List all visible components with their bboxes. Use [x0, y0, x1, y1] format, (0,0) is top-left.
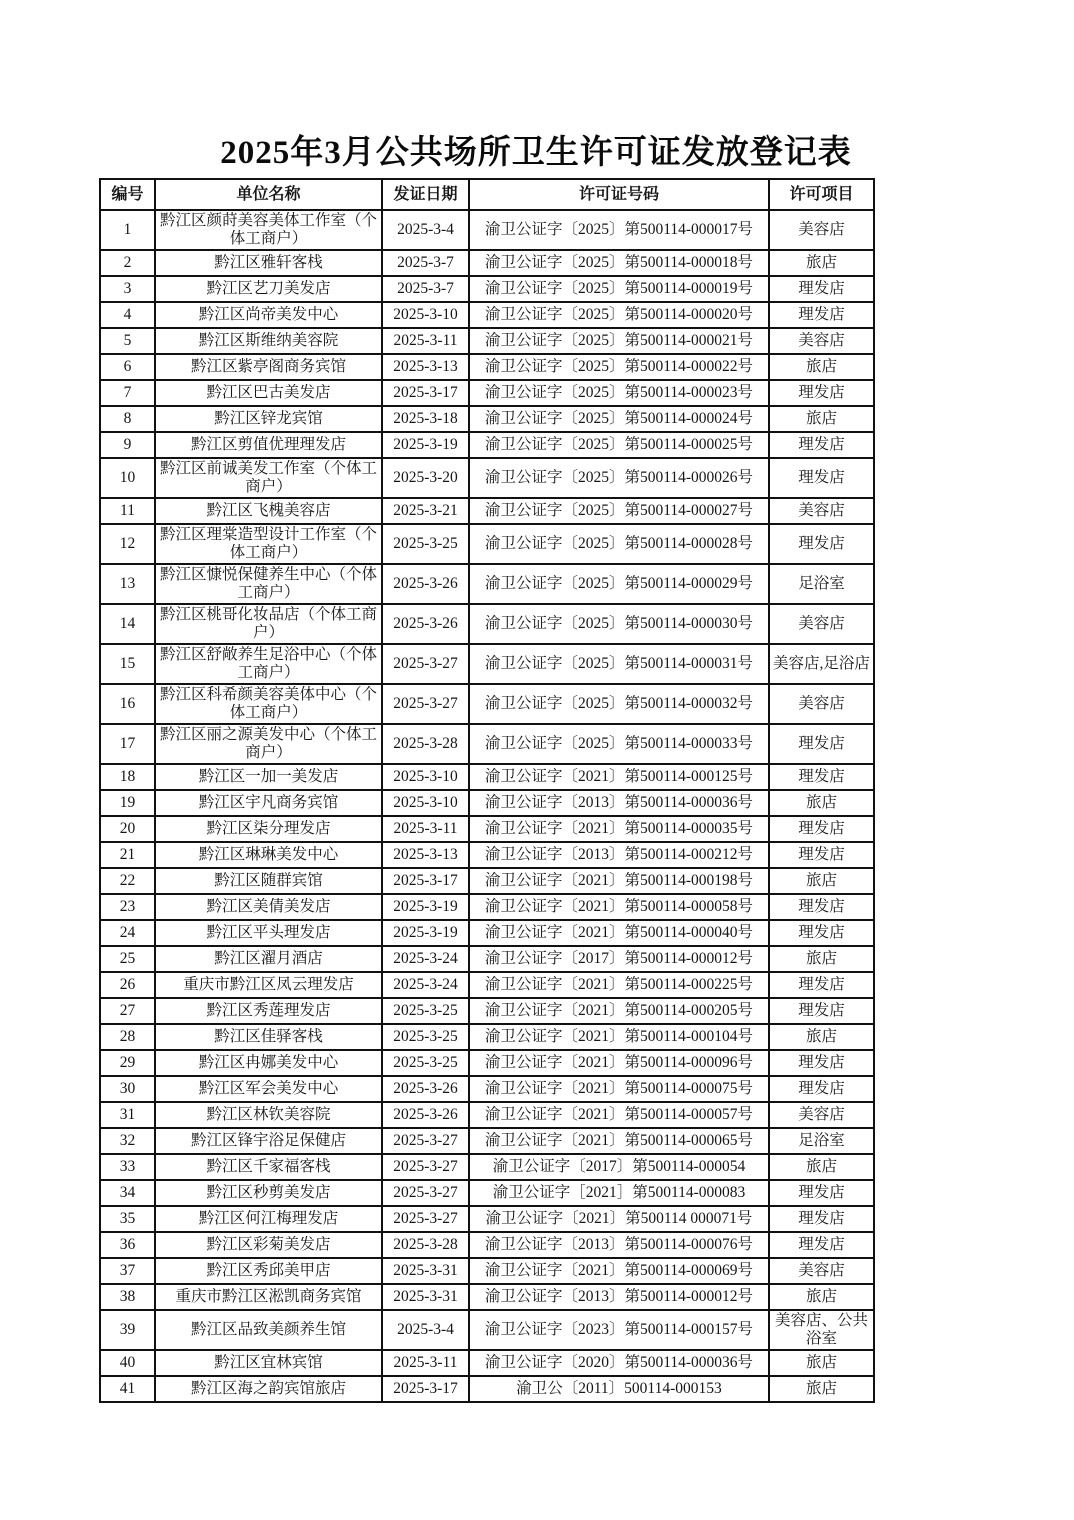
unit-name-cell — [155, 564, 382, 604]
row-number-cell: 36 — [100, 1232, 155, 1258]
permit-number-cell: 渝卫公证字〔2021〕第500114-000205号 — [469, 998, 769, 1024]
unit-name-text: 黔江区佳驿客栈 — [214, 1028, 323, 1045]
table-row — [100, 1232, 874, 1258]
permit-item-cell: 理发店 — [769, 920, 874, 946]
unit-name-text: 黔江区锌龙宾馆 — [214, 410, 323, 427]
unit-name-text: 黔江区科希颜美容美体中心（个体工商户） — [159, 686, 377, 721]
permit-item-cell: 美容店,足浴店 — [769, 644, 874, 684]
table-row — [100, 250, 874, 276]
table-row — [100, 998, 874, 1024]
permit-item-cell: 理发店 — [769, 1232, 874, 1258]
unit-name-text: 黔江区军会美发中心 — [198, 1080, 339, 1097]
permit-number-cell: 渝卫公证字〔2021〕第500114-000096号 — [469, 1050, 769, 1076]
unit-name-text: 黔江区锋宇浴足保健店 — [190, 1132, 346, 1149]
unit-name-cell — [155, 1350, 382, 1376]
permit-number-cell: 渝卫公证字〔2021〕第500114-000040号 — [469, 920, 769, 946]
permit-item-cell: 旅店 — [769, 1284, 874, 1310]
issue-date-cell: 2025-3-10 — [382, 764, 469, 790]
issue-date-cell: 2025-3-21 — [382, 498, 469, 524]
permit-item-cell: 理发店 — [769, 1076, 874, 1102]
table-row — [100, 564, 874, 604]
issue-date-cell: 2025-3-19 — [382, 432, 469, 458]
permit-number-cell: 渝卫公证字〔2025〕第500114-000019号 — [469, 276, 769, 302]
unit-name-text: 黔江区宜林宾馆 — [214, 1354, 323, 1371]
issue-date-cell: 2025-3-28 — [382, 724, 469, 764]
unit-name-cell — [155, 894, 382, 920]
issue-date-cell: 2025-3-4 — [382, 1310, 469, 1350]
permit-item-cell: 理发店 — [769, 302, 874, 328]
table-row — [100, 354, 874, 380]
table-row — [100, 1154, 874, 1180]
permit-item-cell: 美容店 — [769, 684, 874, 724]
header-permit-item: 许可项目 — [769, 179, 874, 210]
row-number-cell: 32 — [100, 1128, 155, 1154]
permit-item-cell: 理发店 — [769, 816, 874, 842]
permit-number-cell: 渝卫公证字〔2025〕第500114-000025号 — [469, 432, 769, 458]
row-number-cell: 22 — [100, 868, 155, 894]
issue-date-cell: 2025-3-13 — [382, 354, 469, 380]
permit-number-cell: 渝卫公证字〔2025〕第500114-000021号 — [469, 328, 769, 354]
permit-item-cell: 旅店 — [769, 1154, 874, 1180]
unit-name-cell — [155, 1076, 382, 1102]
issue-date-cell: 2025-3-25 — [382, 1024, 469, 1050]
permit-number-cell: 渝卫公证字〔2021〕第500114 000071号 — [469, 1206, 769, 1232]
unit-name-text: 黔江区雅轩客栈 — [214, 254, 323, 271]
permit-item-cell: 旅店 — [769, 354, 874, 380]
permit-item-cell: 旅店 — [769, 250, 874, 276]
unit-name-cell — [155, 1128, 382, 1154]
permit-number-cell: 渝卫公证字〔2013〕第500114-000036号 — [469, 790, 769, 816]
row-number-cell: 12 — [100, 524, 155, 564]
issue-date-cell: 2025-3-18 — [382, 406, 469, 432]
unit-name-text: 黔江区彩菊美发店 — [206, 1236, 331, 1253]
table-row — [100, 458, 874, 498]
row-number-cell: 23 — [100, 894, 155, 920]
table-row — [100, 764, 874, 790]
row-number-cell: 31 — [100, 1102, 155, 1128]
unit-name-cell — [155, 1376, 382, 1402]
permit-item-cell: 美容店 — [769, 210, 874, 250]
unit-name-text: 黔江区桃哥化妆品店（个体工商户） — [159, 606, 377, 641]
row-number-cell: 21 — [100, 842, 155, 868]
permit-number-cell: 渝卫公证字〔2025〕第500114-000032号 — [469, 684, 769, 724]
unit-name-cell — [155, 764, 382, 790]
unit-name-text: 黔江区随群宾馆 — [214, 872, 323, 889]
issue-date-cell: 2025-3-17 — [382, 380, 469, 406]
table-row — [100, 1350, 874, 1376]
permit-item-cell: 理发店 — [769, 380, 874, 406]
issue-date-cell: 2025-3-27 — [382, 644, 469, 684]
unit-name-cell — [155, 842, 382, 868]
unit-name-text: 黔江区柒分理发店 — [206, 820, 331, 837]
permit-number-cell: 渝卫公证字［2021］第500114-000083 — [469, 1180, 769, 1206]
permit-item-cell: 旅店 — [769, 790, 874, 816]
row-number-cell: 5 — [100, 328, 155, 354]
row-number-cell: 3 — [100, 276, 155, 302]
permit-number-cell: 渝卫公证字〔2021〕第500114-000104号 — [469, 1024, 769, 1050]
row-number-cell: 37 — [100, 1258, 155, 1284]
unit-name-text: 黔江区秒剪美发店 — [206, 1184, 331, 1201]
row-number-cell: 20 — [100, 816, 155, 842]
table-row — [100, 328, 874, 354]
permit-number-cell: 渝卫公证字〔2021〕第500114-000069号 — [469, 1258, 769, 1284]
row-number-cell: 10 — [100, 458, 155, 498]
table-row — [100, 816, 874, 842]
permit-number-cell: 渝卫公证字〔2025〕第500114-000017号 — [469, 210, 769, 250]
header-unit-name: 单位名称 — [155, 179, 382, 210]
unit-name-text: 黔江区艺刀美发店 — [206, 280, 331, 297]
permit-number-cell: 渝卫公证字〔2025〕第500114-000022号 — [469, 354, 769, 380]
unit-name-text: 黔江区巴古美发店 — [206, 384, 331, 401]
unit-name-cell — [155, 998, 382, 1024]
permit-item-cell: 理发店 — [769, 764, 874, 790]
unit-name-text: 黔江区理棠造型设计工作室（个体工商户） — [159, 526, 377, 561]
unit-name-cell — [155, 354, 382, 380]
row-number-cell: 33 — [100, 1154, 155, 1180]
unit-name-cell — [155, 406, 382, 432]
unit-name-cell — [155, 946, 382, 972]
unit-name-cell — [155, 1180, 382, 1206]
table-row — [100, 1128, 874, 1154]
unit-name-text: 黔江区宇凡商务宾馆 — [198, 794, 339, 811]
unit-name-cell — [155, 432, 382, 458]
permit-number-cell: 渝卫公证字〔2025〕第500114-000030号 — [469, 604, 769, 644]
unit-name-cell — [155, 1206, 382, 1232]
permit-number-cell: 渝卫公证字〔2025〕第500114-000023号 — [469, 380, 769, 406]
issue-date-cell: 2025-3-27 — [382, 1180, 469, 1206]
issue-date-cell: 2025-3-26 — [382, 604, 469, 644]
permit-item-cell: 旅店 — [769, 946, 874, 972]
permit-item-cell: 理发店 — [769, 1050, 874, 1076]
table-row — [100, 1180, 874, 1206]
unit-name-text: 黔江区慷悦保健养生中心（个体工商户） — [159, 566, 377, 601]
permit-item-cell: 理发店 — [769, 432, 874, 458]
permit-number-cell: 渝卫公证字〔2021〕第500114-000065号 — [469, 1128, 769, 1154]
unit-name-text: 黔江区美倩美发店 — [206, 898, 331, 915]
unit-name-cell — [155, 868, 382, 894]
unit-name-cell — [155, 380, 382, 406]
permit-item-cell: 理发店 — [769, 1180, 874, 1206]
unit-name-cell — [155, 250, 382, 276]
permit-number-cell: 渝卫公证字〔2021〕第500114-000225号 — [469, 972, 769, 998]
row-number-cell: 14 — [100, 604, 155, 644]
permit-number-cell: 渝卫公证字〔2013〕第500114-000076号 — [469, 1232, 769, 1258]
row-number-cell: 30 — [100, 1076, 155, 1102]
table-row — [100, 946, 874, 972]
table-row — [100, 1258, 874, 1284]
issue-date-cell: 2025-3-10 — [382, 302, 469, 328]
issue-date-cell: 2025-3-25 — [382, 1050, 469, 1076]
unit-name-cell — [155, 524, 382, 564]
table-header — [100, 179, 874, 210]
table-row — [100, 868, 874, 894]
permit-number-cell: 渝卫公证字〔2021〕第500114-000058号 — [469, 894, 769, 920]
table-row — [100, 894, 874, 920]
row-number-cell: 2 — [100, 250, 155, 276]
unit-name-cell — [155, 276, 382, 302]
permit-item-cell: 美容店 — [769, 328, 874, 354]
permit-registry-table — [99, 178, 875, 1403]
permit-item-cell: 美容店 — [769, 1102, 874, 1128]
table-row — [100, 842, 874, 868]
permit-number-cell: 渝卫公证字〔2025〕第500114-000018号 — [469, 250, 769, 276]
unit-name-cell — [155, 604, 382, 644]
issue-date-cell: 2025-3-20 — [382, 458, 469, 498]
unit-name-text: 黔江区舒敞养生足浴中心（个体工商户） — [159, 646, 377, 681]
unit-name-cell — [155, 302, 382, 328]
issue-date-cell: 2025-3-25 — [382, 998, 469, 1024]
row-number-cell: 41 — [100, 1376, 155, 1402]
unit-name-text: 黔江区平头理发店 — [206, 924, 331, 941]
permit-number-cell: 渝卫公证字〔2023〕第500114-000157号 — [469, 1310, 769, 1350]
unit-name-text: 黔江区尚帝美发中心 — [198, 306, 339, 323]
table-row — [100, 604, 874, 644]
unit-name-cell — [155, 498, 382, 524]
permit-number-cell: 渝卫公证字〔2025〕第500114-000026号 — [469, 458, 769, 498]
row-number-cell: 8 — [100, 406, 155, 432]
row-number-cell: 1 — [100, 210, 155, 250]
row-number-cell: 6 — [100, 354, 155, 380]
unit-name-cell — [155, 816, 382, 842]
unit-name-text: 黔江区秀莲理发店 — [206, 1002, 331, 1019]
issue-date-cell: 2025-3-27 — [382, 1154, 469, 1180]
issue-date-cell: 2025-3-11 — [382, 1350, 469, 1376]
issue-date-cell: 2025-3-17 — [382, 868, 469, 894]
issue-date-cell: 2025-3-28 — [382, 1232, 469, 1258]
row-number-cell: 17 — [100, 724, 155, 764]
permit-item-cell: 足浴室 — [769, 564, 874, 604]
unit-name-cell — [155, 644, 382, 684]
permit-item-cell: 美容店 — [769, 1258, 874, 1284]
unit-name-cell — [155, 1024, 382, 1050]
issue-date-cell: 2025-3-11 — [382, 816, 469, 842]
permit-item-cell: 旅店 — [769, 1350, 874, 1376]
table-row — [100, 406, 874, 432]
permit-item-cell: 美容店 — [769, 604, 874, 644]
table-row — [100, 432, 874, 458]
issue-date-cell: 2025-3-11 — [382, 328, 469, 354]
table-row — [100, 210, 874, 250]
permit-item-cell: 理发店 — [769, 842, 874, 868]
unit-name-cell — [155, 920, 382, 946]
unit-name-text: 黔江区剪值优理理发店 — [190, 436, 346, 453]
issue-date-cell: 2025-3-7 — [382, 250, 469, 276]
unit-name-cell — [155, 458, 382, 498]
table-row — [100, 1284, 874, 1310]
permit-number-cell: 渝卫公证字〔2021〕第500114-000198号 — [469, 868, 769, 894]
row-number-cell: 13 — [100, 564, 155, 604]
permit-number-cell: 渝卫公证字〔2025〕第500114-000027号 — [469, 498, 769, 524]
unit-name-text: 黔江区丽之源美发中心（个体工商户） — [159, 726, 377, 761]
issue-date-cell: 2025-3-17 — [382, 1376, 469, 1402]
row-number-cell: 19 — [100, 790, 155, 816]
permit-item-cell: 旅店 — [769, 1024, 874, 1050]
unit-name-cell — [155, 1232, 382, 1258]
unit-name-cell — [155, 790, 382, 816]
row-number-cell: 16 — [100, 684, 155, 724]
unit-name-cell — [155, 972, 382, 998]
permit-item-cell: 美容店、公共浴室 — [769, 1310, 874, 1350]
permit-item-cell: 理发店 — [769, 998, 874, 1024]
permit-number-cell: 渝卫公证字〔2013〕第500114-000012号 — [469, 1284, 769, 1310]
table-row — [100, 724, 874, 764]
table-row — [100, 644, 874, 684]
permit-number-cell: 渝卫公证字〔2025〕第500114-000020号 — [469, 302, 769, 328]
row-number-cell: 4 — [100, 302, 155, 328]
permit-item-cell: 旅店 — [769, 1376, 874, 1402]
permit-item-cell: 理发店 — [769, 458, 874, 498]
table-row — [100, 380, 874, 406]
unit-name-cell — [155, 1284, 382, 1310]
table-row — [100, 972, 874, 998]
unit-name-text: 黔江区林钦美容院 — [206, 1106, 331, 1123]
permit-number-cell: 渝卫公证字〔2025〕第500114-000031号 — [469, 644, 769, 684]
unit-name-cell — [155, 210, 382, 250]
permit-number-cell: 渝卫公〔2011〕500114-000153 — [469, 1376, 769, 1402]
table-row — [100, 1050, 874, 1076]
unit-name-text: 重庆市黔江区淞凯商务宾馆 — [175, 1288, 362, 1305]
unit-name-text: 黔江区品致美颜养生馆 — [190, 1321, 346, 1338]
issue-date-cell: 2025-3-31 — [382, 1284, 469, 1310]
issue-date-cell: 2025-3-26 — [382, 1076, 469, 1102]
permit-item-cell: 理发店 — [769, 724, 874, 764]
permit-number-cell: 渝卫公证字〔2020〕第500114-000036号 — [469, 1350, 769, 1376]
issue-date-cell: 2025-3-4 — [382, 210, 469, 250]
unit-name-cell — [155, 1154, 382, 1180]
row-number-cell: 35 — [100, 1206, 155, 1232]
unit-name-text: 黔江区何江梅理发店 — [198, 1210, 339, 1227]
unit-name-text: 黔江区琳琳美发中心 — [198, 846, 339, 863]
issue-date-cell: 2025-3-27 — [382, 1206, 469, 1232]
table-row — [100, 1206, 874, 1232]
table-row — [100, 790, 874, 816]
row-number-cell: 7 — [100, 380, 155, 406]
issue-date-cell: 2025-3-19 — [382, 894, 469, 920]
issue-date-cell: 2025-3-7 — [382, 276, 469, 302]
issue-date-cell: 2025-3-10 — [382, 790, 469, 816]
issue-date-cell: 2025-3-26 — [382, 564, 469, 604]
permit-number-cell: 渝卫公证字〔2021〕第500114-000057号 — [469, 1102, 769, 1128]
issue-date-cell: 2025-3-19 — [382, 920, 469, 946]
table-row — [100, 1376, 874, 1402]
unit-name-cell — [155, 1310, 382, 1350]
header-number: 编号 — [100, 179, 155, 210]
unit-name-text: 黔江区千家福客栈 — [206, 1158, 331, 1175]
table-row — [100, 1102, 874, 1128]
permit-item-cell: 理发店 — [769, 276, 874, 302]
table-row — [100, 1076, 874, 1102]
permit-number-cell: 渝卫公证字〔2021〕第500114-000125号 — [469, 764, 769, 790]
row-number-cell: 24 — [100, 920, 155, 946]
permit-number-cell: 渝卫公证字〔2021〕第500114-000035号 — [469, 816, 769, 842]
unit-name-text: 黔江区斯维纳美容院 — [198, 332, 339, 349]
unit-name-cell — [155, 328, 382, 354]
row-number-cell: 11 — [100, 498, 155, 524]
permit-item-cell: 理发店 — [769, 894, 874, 920]
unit-name-text: 黔江区濯月酒店 — [214, 950, 323, 967]
row-number-cell: 28 — [100, 1024, 155, 1050]
row-number-cell: 26 — [100, 972, 155, 998]
permit-number-cell: 渝卫公证字〔2025〕第500114-000028号 — [469, 524, 769, 564]
unit-name-cell — [155, 1258, 382, 1284]
permit-item-cell: 旅店 — [769, 406, 874, 432]
unit-name-cell — [155, 684, 382, 724]
row-number-cell: 25 — [100, 946, 155, 972]
unit-name-text: 黔江区冉娜美发中心 — [198, 1054, 339, 1071]
permit-number-cell: 渝卫公证字〔2017〕第500114-000012号 — [469, 946, 769, 972]
permit-number-cell: 渝卫公证字〔2025〕第500114-000033号 — [469, 724, 769, 764]
table-row — [100, 920, 874, 946]
unit-name-text: 黔江区海之韵宾馆旅店 — [190, 1380, 346, 1397]
row-number-cell: 15 — [100, 644, 155, 684]
unit-name-cell — [155, 1050, 382, 1076]
row-number-cell: 40 — [100, 1350, 155, 1376]
table-row — [100, 684, 874, 724]
issue-date-cell: 2025-3-25 — [382, 524, 469, 564]
row-number-cell: 9 — [100, 432, 155, 458]
issue-date-cell: 2025-3-13 — [382, 842, 469, 868]
permit-number-cell: 渝卫公证字〔2025〕第500114-000029号 — [469, 564, 769, 604]
issue-date-cell: 2025-3-27 — [382, 684, 469, 724]
unit-name-cell — [155, 1102, 382, 1128]
row-number-cell: 39 — [100, 1310, 155, 1350]
issue-date-cell: 2025-3-27 — [382, 1128, 469, 1154]
unit-name-text: 黔江区颜莳美容美体工作室（个体工商户） — [159, 212, 377, 247]
permit-number-cell: 渝卫公证字〔2013〕第500114-000212号 — [469, 842, 769, 868]
table-row — [100, 498, 874, 524]
permit-number-cell: 渝卫公证字〔2021〕第500114-000075号 — [469, 1076, 769, 1102]
permit-item-cell: 理发店 — [769, 1206, 874, 1232]
table-row — [100, 1310, 874, 1350]
permit-item-cell: 理发店 — [769, 524, 874, 564]
table-body — [100, 210, 874, 1402]
unit-name-text: 黔江区一加一美发店 — [198, 768, 339, 785]
page-title: 2025年3月公共场所卫生许可证发放登记表 — [220, 135, 852, 171]
permit-item-cell: 足浴室 — [769, 1128, 874, 1154]
row-number-cell: 18 — [100, 764, 155, 790]
table-row — [100, 1024, 874, 1050]
permit-item-cell: 旅店 — [769, 868, 874, 894]
unit-name-cell — [155, 724, 382, 764]
unit-name-text: 黔江区前诚美发工作室（个体工商户） — [159, 460, 377, 495]
table-row — [100, 524, 874, 564]
row-number-cell: 27 — [100, 998, 155, 1024]
header-permit-no: 许可证号码 — [469, 179, 769, 210]
row-number-cell: 34 — [100, 1180, 155, 1206]
unit-name-text: 黔江区飞槐美容店 — [206, 502, 331, 519]
issue-date-cell: 2025-3-26 — [382, 1102, 469, 1128]
issue-date-cell: 2025-3-31 — [382, 1258, 469, 1284]
unit-name-text: 黔江区紫亭阁商务宾馆 — [190, 358, 346, 375]
header-row — [100, 179, 874, 210]
permit-number-cell: 渝卫公证字〔2025〕第500114-000024号 — [469, 406, 769, 432]
table-row — [100, 276, 874, 302]
header-issue-date: 发证日期 — [382, 179, 469, 210]
issue-date-cell: 2025-3-24 — [382, 972, 469, 998]
permit-number-cell: 渝卫公证字〔2017〕第500114-000054 — [469, 1154, 769, 1180]
permit-item-cell: 理发店 — [769, 972, 874, 998]
unit-name-text: 重庆市黔江区凤云理发店 — [183, 976, 354, 993]
unit-name-text: 黔江区秀邱美甲店 — [206, 1262, 331, 1279]
table-row — [100, 302, 874, 328]
permit-item-cell: 美容店 — [769, 498, 874, 524]
issue-date-cell: 2025-3-24 — [382, 946, 469, 972]
row-number-cell: 38 — [100, 1284, 155, 1310]
row-number-cell: 29 — [100, 1050, 155, 1076]
